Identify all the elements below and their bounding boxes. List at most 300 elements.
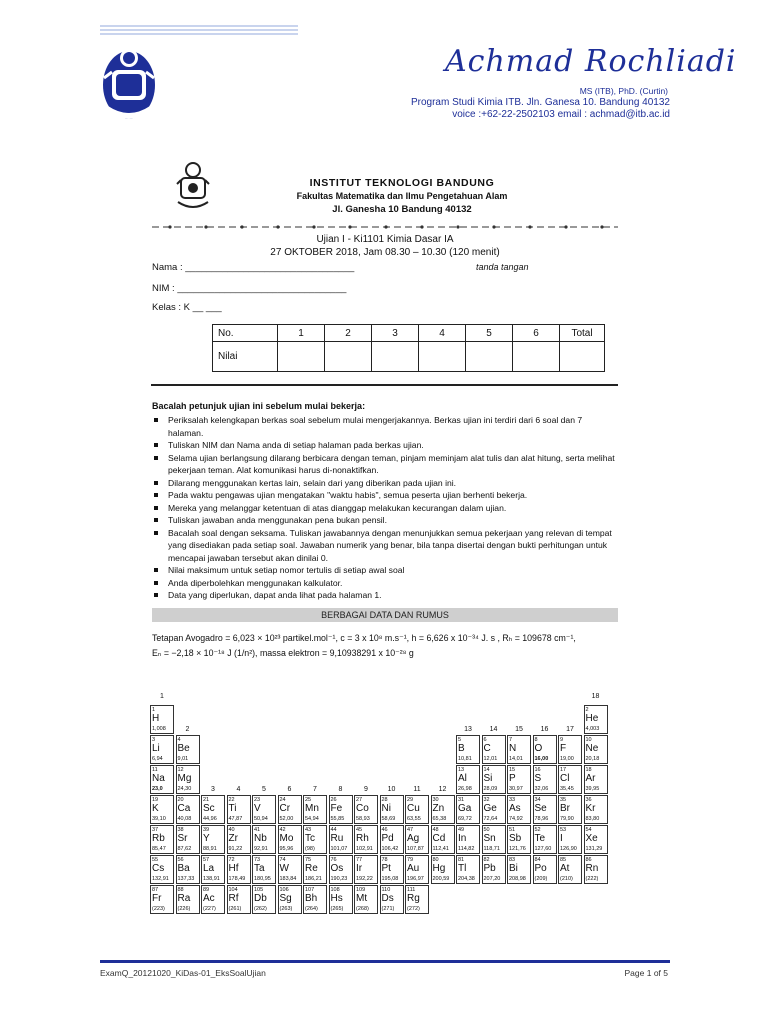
atomic-mass: 200,59 xyxy=(432,876,450,882)
element-cell-ru xyxy=(329,825,353,854)
atomic-number: 33 xyxy=(509,797,516,803)
element-symbol: Rn xyxy=(585,863,599,874)
element-cell-zn xyxy=(431,795,455,824)
score-header: No. xyxy=(213,325,278,342)
atomic-number: 4 xyxy=(177,737,181,743)
atomic-mass: 85,47 xyxy=(152,846,166,852)
address-line: Program Studi Kimia ITB. Jln. Ganesa 10. Bandung 40132 xyxy=(410,97,670,108)
group-label: 1 xyxy=(160,693,164,700)
atomic-number: 29 xyxy=(407,797,414,803)
element-symbol: Pt xyxy=(381,863,391,874)
atomic-mass: 44,96 xyxy=(203,816,217,822)
element-symbol: Ra xyxy=(177,893,191,904)
atomic-mass: 30,97 xyxy=(509,786,523,792)
atomic-number: 19 xyxy=(152,797,159,803)
atomic-mass: (268) xyxy=(356,906,369,912)
element-symbol: Tc xyxy=(305,833,315,844)
atomic-mass: 55,85 xyxy=(330,816,345,822)
dashed-divider xyxy=(152,224,618,230)
score-cell[interactable] xyxy=(278,342,325,372)
kelas-field[interactable]: Kelas : K __ ___ xyxy=(152,302,222,313)
atomic-mass: 69,72 xyxy=(458,816,472,822)
element-symbol: Ac xyxy=(203,893,215,904)
score-cell[interactable] xyxy=(325,342,372,372)
atomic-number: 41 xyxy=(254,827,261,833)
atomic-number: 20 xyxy=(177,797,184,803)
atomic-mass: (262) xyxy=(254,906,267,912)
atomic-mass: 39,10 xyxy=(152,816,166,822)
atomic-mass: 92,91 xyxy=(254,846,268,852)
atomic-mass: 207,20 xyxy=(483,876,501,882)
atomic-number: 74 xyxy=(279,857,286,863)
atomic-mass: 1,008 xyxy=(152,726,166,732)
element-symbol: La xyxy=(203,863,215,874)
element-symbol: Xe xyxy=(585,833,598,844)
element-symbol: H xyxy=(152,713,160,724)
atomic-number: 35 xyxy=(560,797,567,803)
score-table xyxy=(212,324,605,372)
element-symbol: O xyxy=(534,743,543,754)
element-symbol: Kr xyxy=(585,803,596,814)
atomic-mass: 127,60 xyxy=(534,846,552,852)
group-label: 14 xyxy=(489,726,498,733)
element-cell-mg xyxy=(176,765,200,794)
group-label: 3 xyxy=(211,786,215,793)
atomic-mass: 52,00 xyxy=(279,816,294,822)
element-symbol: S xyxy=(534,773,542,784)
atomic-mass: 192,22 xyxy=(356,876,373,882)
atomic-mass: 4,003 xyxy=(585,726,600,732)
atomic-mass: 35,45 xyxy=(560,786,574,792)
element-cell-ac xyxy=(201,885,225,914)
contact-line: voice :+62-22-2502103 email : achmad@itb.ac.id xyxy=(452,109,670,120)
element-cell-he xyxy=(584,705,608,734)
element-cell-na xyxy=(150,765,174,794)
instruction-item: Tuliskan NIM dan Nama anda di setiap halaman pada berkas ujian. xyxy=(152,439,618,452)
footer-rule xyxy=(100,960,670,963)
section-separator xyxy=(151,384,618,386)
element-symbol: Mt xyxy=(356,893,368,904)
element-cell-rg xyxy=(405,885,429,914)
atomic-number: 55 xyxy=(152,857,159,863)
element-symbol: Ta xyxy=(254,863,265,874)
element-symbol: At xyxy=(560,863,570,874)
element-cell-mt xyxy=(354,885,378,914)
element-symbol: Hs xyxy=(330,893,343,904)
data-section-title: BERBAGAI DATA DAN RUMUS xyxy=(152,608,618,622)
instructions-title: Bacalah petunjuk ujian ini sebelum mulai bekerja: xyxy=(152,401,366,411)
element-symbol: Rf xyxy=(228,893,239,904)
element-cell-at xyxy=(558,855,582,884)
atomic-number: 82 xyxy=(483,857,490,863)
element-cell-ta xyxy=(252,855,276,884)
element-cell-si xyxy=(482,765,506,794)
atomic-number: 109 xyxy=(356,887,366,893)
element-cell-ba xyxy=(176,855,200,884)
group-label: 6 xyxy=(287,786,292,793)
element-symbol: Ti xyxy=(228,803,237,814)
atomic-number: 11 xyxy=(152,767,158,773)
element-symbol: Mo xyxy=(279,833,294,844)
element-symbol: Re xyxy=(305,863,318,874)
element-cell-be xyxy=(176,735,200,764)
group-label: 10 xyxy=(387,786,396,793)
atomic-number: 6 xyxy=(483,737,487,743)
atomic-mass: 91,22 xyxy=(228,846,243,852)
atomic-number: 54 xyxy=(585,827,592,833)
element-cell-pd xyxy=(380,825,404,854)
nim-field[interactable]: NIM : ________________________________ xyxy=(152,283,347,294)
atomic-mass: 79,90 xyxy=(560,816,574,822)
element-cell-pb xyxy=(482,855,506,884)
element-cell-ar xyxy=(584,765,608,794)
atomic-mass: 180,95 xyxy=(254,876,271,882)
atomic-mass: (98) xyxy=(305,846,315,852)
element-cell-ga xyxy=(456,795,480,824)
element-symbol: Nb xyxy=(254,833,267,844)
atomic-number: 106 xyxy=(279,887,289,893)
element-symbol: Ca xyxy=(177,803,191,814)
nama-field[interactable]: Nama : ________________________________ xyxy=(152,262,355,273)
atomic-number: 38 xyxy=(177,827,184,833)
exam-name: Ujian I - Ki1101 Kimia Dasar IA xyxy=(316,234,454,245)
atomic-number: 81 xyxy=(458,857,465,863)
element-symbol: Co xyxy=(356,803,369,814)
score-header: 4 xyxy=(419,325,466,342)
element-symbol: Al xyxy=(458,773,467,784)
atomic-number: 75 xyxy=(305,857,312,863)
element-symbol: Sc xyxy=(203,803,215,814)
element-cell-bi xyxy=(507,855,531,884)
atomic-mass: 9,01 xyxy=(177,756,189,762)
element-cell-in xyxy=(456,825,480,854)
atomic-mass: 14,01 xyxy=(509,756,523,762)
footer-page-number: Page 1 of 5 xyxy=(624,968,668,978)
atomic-number: 10 xyxy=(585,737,592,743)
element-symbol: Ag xyxy=(407,833,420,844)
element-symbol: Ge xyxy=(483,803,497,814)
element-symbol: Ir xyxy=(356,863,363,874)
footer-filename: ExamQ_20121020_KiDas-01_EksSoalUjian xyxy=(100,968,266,978)
atomic-mass: 58,69 xyxy=(381,816,396,822)
atomic-number: 107 xyxy=(305,887,315,893)
instruction-item: Anda diperbolehkan menggunakan kalkulator. xyxy=(152,577,618,590)
atomic-number: 43 xyxy=(305,827,312,833)
atomic-number: 52 xyxy=(534,827,541,833)
instruction-item: Dilarang menggunakan kertas lain, selain dari yang diberikan pada ujian ini. xyxy=(152,477,618,490)
element-symbol: Cl xyxy=(560,773,570,784)
element-cell-re xyxy=(303,855,327,884)
element-symbol: Li xyxy=(152,743,160,754)
element-symbol: Rb xyxy=(152,833,165,844)
element-symbol: Ne xyxy=(585,743,599,754)
element-cell-ti xyxy=(227,795,251,824)
element-cell-s xyxy=(533,765,557,794)
atomic-number: 36 xyxy=(585,797,592,803)
score-cell[interactable] xyxy=(466,342,513,372)
group-label: 7 xyxy=(313,786,317,793)
atomic-mass: 118,71 xyxy=(483,846,500,852)
element-cell-sr xyxy=(176,825,200,854)
element-cell-p xyxy=(507,765,531,794)
atomic-number: 40 xyxy=(228,827,235,833)
element-cell-xe xyxy=(584,825,608,854)
element-cell-ca xyxy=(176,795,200,824)
group-label: 11 xyxy=(413,786,421,793)
element-cell-sc xyxy=(201,795,225,824)
element-cell-ni xyxy=(380,795,404,824)
element-symbol: F xyxy=(560,743,567,754)
atomic-mass: 19,00 xyxy=(560,756,574,762)
element-cell-co xyxy=(354,795,378,824)
atomic-number: 48 xyxy=(432,827,439,833)
atomic-mass: 6,94 xyxy=(152,756,163,762)
element-cell-sg xyxy=(278,885,302,914)
atomic-mass: 132,91 xyxy=(152,876,169,882)
atomic-number: 84 xyxy=(534,857,541,863)
atomic-mass: 114,82 xyxy=(458,846,475,852)
atomic-number: 53 xyxy=(560,827,567,833)
score-header: 3 xyxy=(372,325,419,342)
atomic-mass: 58,93 xyxy=(356,816,370,822)
atomic-mass: 83,80 xyxy=(585,816,600,822)
institution-name: INSTITUT TEKNOLOGI BANDUNG xyxy=(309,177,495,189)
element-cell-po xyxy=(533,855,557,884)
element-cell-rn xyxy=(584,855,608,884)
score-header: Total xyxy=(560,325,605,342)
element-cell-sb xyxy=(507,825,531,854)
element-cell-y xyxy=(201,825,225,854)
atomic-number: 78 xyxy=(381,857,388,863)
atomic-number: 57 xyxy=(203,857,210,863)
atomic-number: 44 xyxy=(330,827,337,833)
element-cell-c xyxy=(482,735,506,764)
instruction-item: Pada waktu pengawas ujian mengatakan "waktu habis", semua peserta ujian berhenti bekerja. xyxy=(152,489,618,502)
element-cell-h xyxy=(150,705,174,734)
atomic-mass: 78,96 xyxy=(534,816,549,822)
instruction-item: Tuliskan jawaban anda menggunakan pena bukan pensil. xyxy=(152,514,618,527)
group-label: 9 xyxy=(364,786,368,793)
group-label: 8 xyxy=(338,786,343,793)
group-label: 18 xyxy=(591,693,600,700)
element-symbol: Tl xyxy=(458,863,467,874)
score-header: 6 xyxy=(513,325,560,342)
atomic-mass: (271) xyxy=(381,906,395,912)
score-header: 5 xyxy=(466,325,513,342)
element-cell-ra xyxy=(176,885,200,914)
atomic-mass: 204,38 xyxy=(458,876,475,882)
element-symbol: B xyxy=(458,743,465,754)
letterhead-address xyxy=(411,97,670,121)
element-symbol: P xyxy=(509,773,516,784)
element-cell-li xyxy=(150,735,174,764)
element-symbol: In xyxy=(458,833,467,844)
group-label: 13 xyxy=(464,726,472,733)
signature-degree: MS (ITB), PhD. (Curtin) xyxy=(579,86,668,96)
element-cell-ne xyxy=(584,735,608,764)
atomic-number: 27 xyxy=(356,797,363,803)
element-cell-tl xyxy=(456,855,480,884)
atomic-number: 47 xyxy=(407,827,414,833)
atomic-number: 23 xyxy=(254,797,261,803)
itb-ganesha-logo-icon xyxy=(100,40,158,122)
atomic-number: 26 xyxy=(330,797,337,803)
element-cell-k xyxy=(150,795,174,824)
element-symbol: C xyxy=(483,743,491,754)
element-cell-zr xyxy=(227,825,251,854)
instruction-item: Selama ujian berlangsung dilarang berbicara dengan teman, pinjam meminjam alat tulis dan alat hitung, serta melihat pekerjaan teman. Alat komunikasi harus di-nonaktifkan. xyxy=(152,452,618,477)
element-cell-bh xyxy=(303,885,327,914)
constants-line: Eₙ = −2,18 × 10⁻¹⁸ J (1/n²), massa elektron = 9,10938291 x 10⁻²⁸ g xyxy=(152,648,414,658)
atomic-number: 21 xyxy=(203,797,210,803)
element-cell-br xyxy=(558,795,582,824)
atomic-mass: 126,90 xyxy=(560,846,577,852)
instruction-item: Mereka yang melanggar ketentuan di atas dianggap melakukan kecurangan dalam ujian. xyxy=(152,502,618,515)
element-symbol: Sg xyxy=(279,893,292,904)
element-cell-ir xyxy=(354,855,378,884)
atomic-mass: 12,01 xyxy=(483,756,498,762)
element-symbol: Rh xyxy=(356,833,369,844)
instruction-item: Periksalah kelengkapan berkas soal sebelum mulai mengerjakannya. Berkas ujian ini terdiri dari 6 soal dan 7 halaman. xyxy=(152,414,618,439)
letterhead-stripes xyxy=(100,25,298,37)
element-cell-te xyxy=(533,825,557,854)
atomic-mass: 20,18 xyxy=(585,756,600,762)
atomic-mass: (226) xyxy=(177,906,191,912)
atomic-mass: (210) xyxy=(560,876,573,882)
atomic-mass: (209) xyxy=(534,876,548,882)
atomic-number: 56 xyxy=(177,857,184,863)
atomic-number: 9 xyxy=(560,737,564,743)
signature-label: tanda tangan xyxy=(476,262,529,272)
element-cell-tc xyxy=(303,825,327,854)
atomic-number: 50 xyxy=(483,827,490,833)
periodic-table xyxy=(150,695,620,935)
atomic-mass: 196,97 xyxy=(407,876,424,882)
element-cell-fr xyxy=(150,885,174,914)
atomic-mass: (263) xyxy=(279,906,293,912)
atomic-mass: (223) xyxy=(152,906,165,912)
atomic-mass: 54,94 xyxy=(305,816,319,822)
element-symbol: He xyxy=(585,713,599,724)
atomic-number: 108 xyxy=(330,887,340,893)
element-symbol: K xyxy=(152,803,159,814)
atomic-mass: 39,95 xyxy=(585,786,600,792)
atomic-mass: 10,81 xyxy=(458,756,472,762)
atomic-mass: 74,92 xyxy=(509,816,523,822)
instruction-item: Nilai maksimum untuk setiap nomor tertulis di setiap awal soal xyxy=(152,564,618,577)
atomic-number: 13 xyxy=(458,767,465,773)
score-cell[interactable] xyxy=(513,342,560,372)
atomic-number: 79 xyxy=(407,857,414,863)
atomic-mass: (264) xyxy=(305,906,318,912)
atomic-mass: 107,87 xyxy=(407,846,424,852)
atomic-mass: 87,62 xyxy=(177,846,192,852)
atomic-number: 37 xyxy=(152,827,159,833)
group-label: 17 xyxy=(566,726,574,733)
element-symbol: Mn xyxy=(305,803,319,814)
atomic-number: 83 xyxy=(509,857,516,863)
element-cell-i xyxy=(558,825,582,854)
atomic-mass: 72,64 xyxy=(483,816,498,822)
atomic-number: 12 xyxy=(177,767,184,773)
atomic-mass: 121,76 xyxy=(509,846,526,852)
atomic-number: 42 xyxy=(279,827,286,833)
score-cell[interactable] xyxy=(560,342,605,372)
atomic-number: 49 xyxy=(458,827,465,833)
atomic-number: 105 xyxy=(254,887,264,893)
element-cell-v xyxy=(252,795,276,824)
atomic-number: 89 xyxy=(203,887,210,893)
element-cell-f xyxy=(558,735,582,764)
element-cell-rb xyxy=(150,825,174,854)
element-symbol: Ga xyxy=(458,803,472,814)
atomic-number: 76 xyxy=(330,857,337,863)
score-cell[interactable] xyxy=(419,342,466,372)
element-symbol: Be xyxy=(177,743,190,754)
element-cell-pt xyxy=(380,855,404,884)
element-cell-db xyxy=(252,885,276,914)
group-label: 5 xyxy=(262,786,266,793)
element-symbol: Hf xyxy=(228,863,239,874)
element-symbol: Se xyxy=(534,803,547,814)
element-cell-cd xyxy=(431,825,455,854)
atomic-number: 5 xyxy=(458,737,462,743)
atomic-number: 104 xyxy=(228,887,238,893)
element-symbol: N xyxy=(509,743,517,754)
constants-block xyxy=(152,631,622,661)
element-cell-nb xyxy=(252,825,276,854)
element-symbol: Sr xyxy=(177,833,188,844)
element-cell-mo xyxy=(278,825,302,854)
atomic-mass: 32,06 xyxy=(534,786,549,792)
atomic-mass: 183,84 xyxy=(279,876,297,882)
atomic-number: 18 xyxy=(585,767,592,773)
atomic-mass: 112,41 xyxy=(432,846,449,852)
atomic-number: 77 xyxy=(356,857,363,863)
element-cell-cu xyxy=(405,795,429,824)
element-symbol: Ni xyxy=(381,803,391,814)
atomic-mass: 138,91 xyxy=(203,876,220,882)
atomic-mass: 208,98 xyxy=(509,876,526,882)
element-symbol: Rg xyxy=(407,893,420,904)
element-cell-sn xyxy=(482,825,506,854)
atomic-number: 39 xyxy=(203,827,210,833)
element-symbol: I xyxy=(560,833,563,844)
group-label: 12 xyxy=(438,786,447,793)
element-cell-o xyxy=(533,735,557,764)
element-symbol: Cr xyxy=(279,803,291,814)
atomic-mass: 88,91 xyxy=(203,846,217,852)
element-symbol: Te xyxy=(534,833,546,844)
element-symbol: Ba xyxy=(177,863,190,874)
element-cell-hs xyxy=(329,885,353,914)
score-header: 1 xyxy=(278,325,325,342)
score-row-label: Nilai xyxy=(213,342,278,372)
atomic-mass: (272) xyxy=(407,906,420,912)
score-header: 2 xyxy=(325,325,372,342)
atomic-number: 25 xyxy=(305,797,312,803)
atomic-number: 14 xyxy=(483,767,490,773)
atomic-number: 28 xyxy=(381,797,388,803)
atomic-number: 111 xyxy=(407,887,416,893)
element-cell-cr xyxy=(278,795,302,824)
score-cell[interactable] xyxy=(372,342,419,372)
element-symbol: Cd xyxy=(432,833,446,844)
exam-date: 27 OKTOBER 2018, Jam 08.30 – 10.30 (120 menit) xyxy=(270,247,500,258)
element-symbol: Mg xyxy=(177,773,192,784)
element-symbol: Ru xyxy=(330,833,344,844)
atomic-number: 80 xyxy=(432,857,439,863)
